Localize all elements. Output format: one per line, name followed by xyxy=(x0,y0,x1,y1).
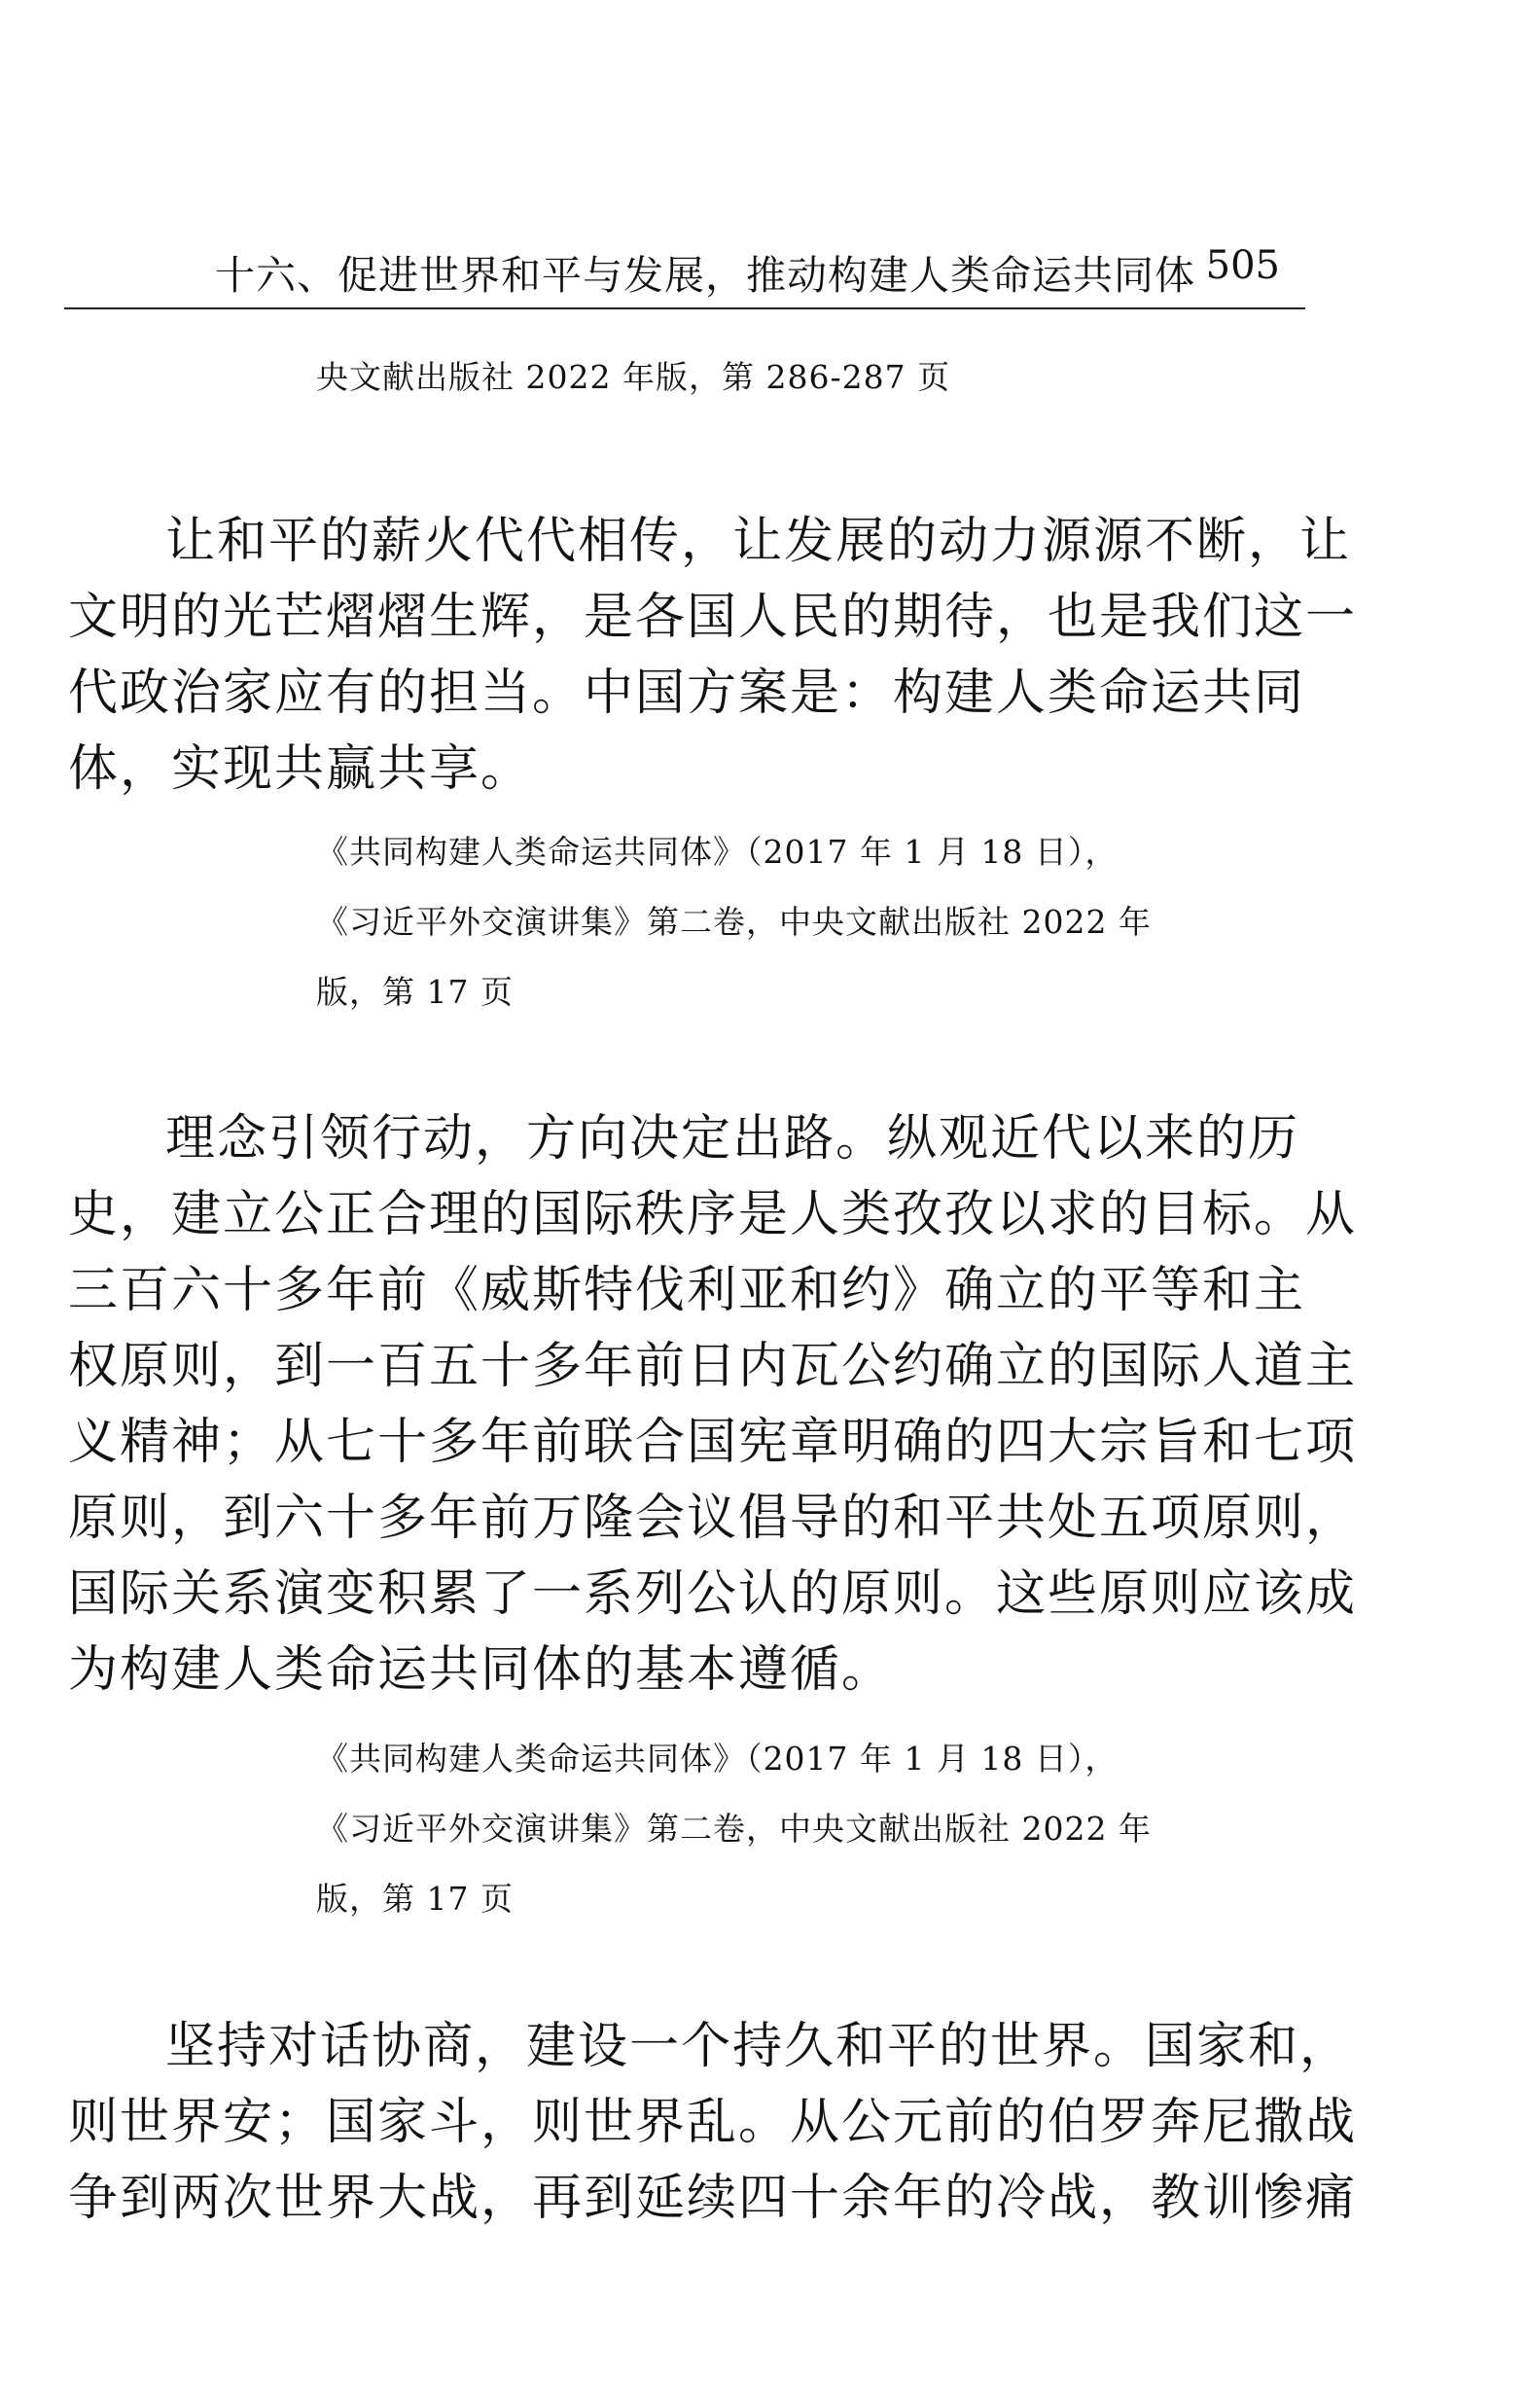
citation-line: 《习近平外交演讲集》第二卷，中央文献出版社 2022 年 xyxy=(316,1810,1152,1848)
paragraph-line: 原则，到六十多年前万隆会议倡导的和平共处五项原则， xyxy=(68,1490,1358,1547)
paragraph-3 xyxy=(68,2009,1358,2237)
citation-line: 《共同构建人类命运共同体》（2017 年 1 月 18 日）， xyxy=(316,1740,1119,1778)
citation-line: 《共同构建人类命运共同体》（2017 年 1 月 18 日）， xyxy=(316,833,1119,871)
citation-line: 央文献出版社 2022 年版，第 286-287 页 xyxy=(316,358,951,396)
paragraph-line: 文明的光芒熠熠生辉，是各国人民的期待，也是我们这一 xyxy=(68,589,1358,646)
paragraph-line: 三百六十多年前《威斯特伐利亚和约》确立的平等和主 xyxy=(68,1262,1306,1319)
paragraph-line: 则世界安；国家斗，则世界乱。从公元前的伯罗奔尼撒战 xyxy=(68,2094,1358,2151)
paragraph-line: 坚持对话协商，建设一个持久和平的世界。国家和， xyxy=(165,2018,1352,2075)
paragraph-line: 义精神；从七十多年前联合国宪章明确的四大宗旨和七项 xyxy=(68,1414,1358,1471)
citation-line: 版，第 17 页 xyxy=(316,1880,514,1918)
paragraph-line: 权原则，到一百五十多年前日内瓦公约确立的国际人道主 xyxy=(68,1338,1358,1395)
header-divider xyxy=(64,307,1305,309)
paragraph-line: 体，实现共赢共享。 xyxy=(68,740,533,798)
citation-1 xyxy=(316,817,1318,1027)
paragraph-line: 理念引领行动，方向决定出路。纵观近代以来的历 xyxy=(165,1110,1300,1168)
paragraph-line: 代政治家应有的担当。中国方案是：构建人类命运共同 xyxy=(68,665,1306,722)
running-header xyxy=(64,234,1309,311)
citation-continued xyxy=(316,342,1318,413)
paragraph-line: 为构建人类命运共同体的基本遵循。 xyxy=(68,1641,894,1699)
chapter-title: 十六、促进世界和平与发展，推动构建人类命运共同体 xyxy=(215,252,1195,299)
paragraph-line: 争到两次世界大战，再到延续四十余年的冷战，教训惨痛 xyxy=(68,2170,1358,2227)
citation-2 xyxy=(316,1724,1318,1934)
citation-line: 《习近平外交演讲集》第二卷，中央文献出版社 2022 年 xyxy=(316,903,1152,941)
page-number: 505 xyxy=(1205,243,1280,288)
paragraph-2 xyxy=(68,1101,1358,1708)
citation-line: 版，第 17 页 xyxy=(316,973,514,1011)
paragraph-line: 国际关系演变积累了一系列公认的原则。这些原则应该成 xyxy=(68,1565,1358,1623)
paragraph-line: 让和平的薪火代代相传，让发展的动力源源不断，让 xyxy=(165,513,1352,570)
paragraph-1 xyxy=(68,504,1358,808)
paragraph-line: 史，建立公正合理的国际秩序是人类孜孜以求的目标。从 xyxy=(68,1186,1358,1243)
